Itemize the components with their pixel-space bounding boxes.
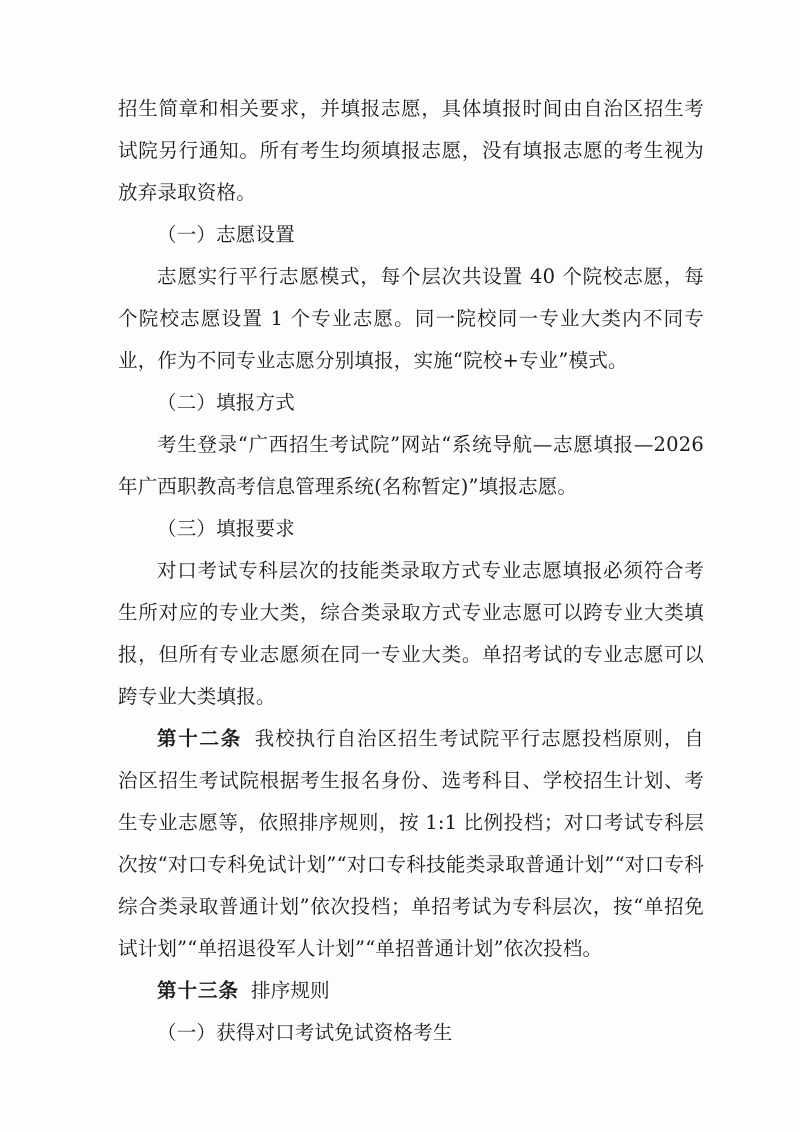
heading-filling-requirement: （三）填报要求	[157, 517, 295, 540]
paragraph-enrollment-notice: 招生简章和相关要求，并填报志愿，具体填报时间由自治区招生考试院另行通知。所有考生均须填报志愿，没有填报志愿的考生视为放弃录取资格。	[118, 97, 704, 204]
paragraph-article-thirteen	[118, 970, 704, 1012]
document-text-column	[118, 88, 711, 1054]
heading-exemption-candidates: （一）获得对口考试免试资格考生	[157, 1021, 453, 1044]
heading-filling-method: （二）填报方式	[157, 391, 295, 414]
article-twelve-body: 我校执行自治区招生考试院平行志愿投档原则，自治区招生考试院根据考生报名身份、选考科目、学校招生计划、考生专业志愿等，依照排序规则，按 1:1 比例投档；对口考试专科层次按“对口专科免试计划”“对口专科技能类录取普通计划”“对口专科综合类录取普通计划”依次投档；单招考试为专科层次，按“单招免试计划”“单招退役军人计划”“单招普通计划”依次投档。	[118, 727, 704, 960]
paragraph-filling-requirement: 对口考试专科层次的技能类录取方式专业志愿填报必须符合考生所对应的专业大类，综合类录取方式专业志愿可以跨专业大类填报，但所有专业志愿须在同一专业大类。单招考试的专业志愿可以跨专业大类填报。	[118, 559, 704, 708]
article-thirteen-body: 排序规则	[251, 979, 330, 1002]
article-twelve-label: 第十二条	[157, 727, 243, 750]
paragraph-filling-method: 考生登录“广西招生考试院”网站“系统导航—志愿填报—2026 年广西职教高考信息管理系统(名称暂定)”填报志愿。	[118, 433, 711, 498]
article-thirteen-label: 第十三条	[157, 979, 240, 1002]
paragraph-volunteer-setting: 志愿实行平行志愿模式，每个层次共设置 40 个院校志愿，每个院校志愿设置 1 个专业志愿。同一院校同一专业大类内不同专业，作为不同专业志愿分别填报，实施“院校+专业”模式。	[118, 265, 704, 372]
heading-volunteer-setting: （一）志愿设置	[157, 223, 295, 246]
paragraph-article-twelve	[118, 718, 704, 970]
